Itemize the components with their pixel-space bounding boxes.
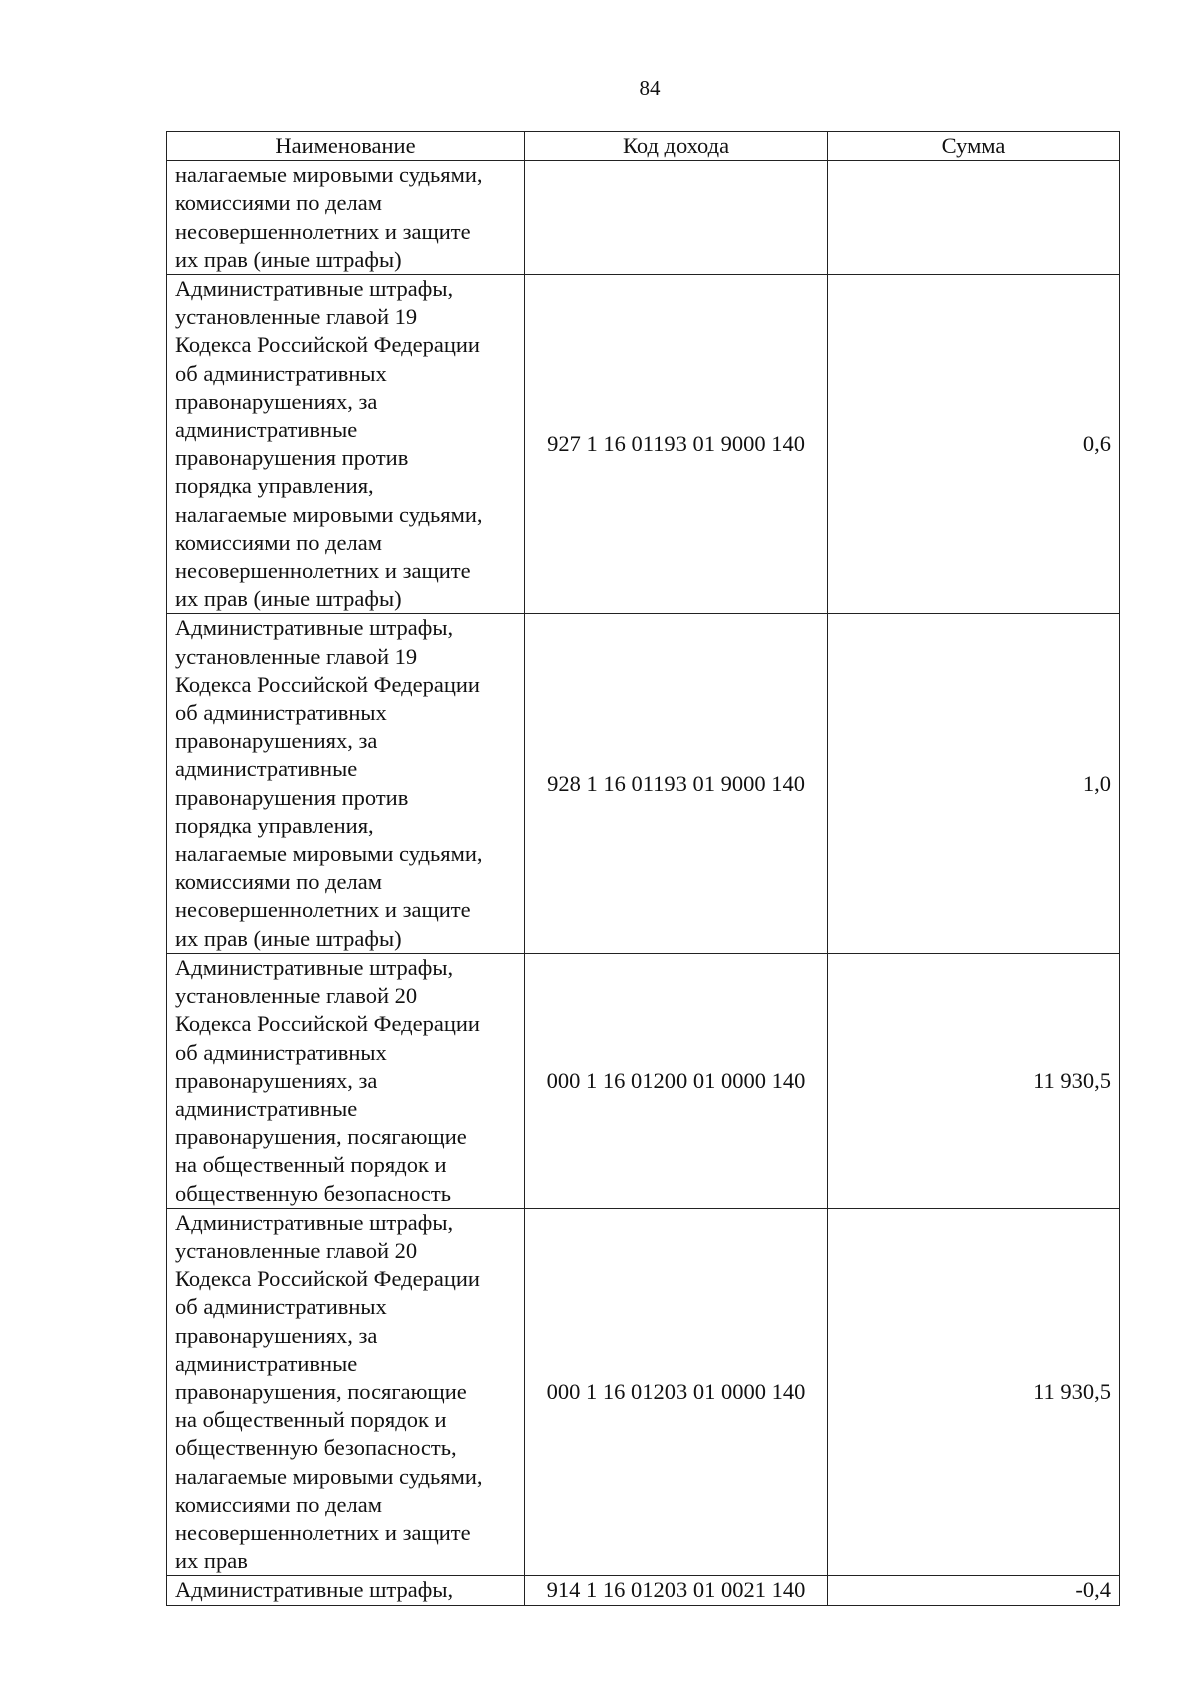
row-sum: -0,4 [828, 1576, 1120, 1605]
table-header-row [167, 132, 1120, 161]
table-row [167, 614, 1120, 953]
table-row [167, 161, 1120, 275]
row-code: 928 1 16 01193 01 9000 140 [525, 614, 828, 953]
row-code: 927 1 16 01193 01 9000 140 [525, 275, 828, 614]
row-name: Административные штрафы, [167, 1576, 525, 1605]
row-sum: 11 930,5 [828, 953, 1120, 1208]
row-name: Административные штрафы, установленные главой 20 Кодекса Российской Федерации об административных правонарушениях, за административные правонарушения, посягающие на общественный порядок и общественную безопасность, налагаемые мировыми судьями, комиссиями по делам несовершеннолетних и защите их прав [167, 1208, 525, 1576]
row-code: 914 1 16 01203 01 0021 140 [525, 1576, 828, 1605]
table-row [167, 1576, 1120, 1605]
column-header-sum: Сумма [828, 132, 1120, 161]
revenue-table [166, 131, 1120, 1606]
table-row [167, 275, 1120, 614]
row-name: Административные штрафы, установленные главой 20 Кодекса Российской Федерации об административных правонарушениях, за административные правонарушения, посягающие на общественный порядок и общественную безопасность [167, 953, 525, 1208]
row-name: Административные штрафы, установленные главой 19 Кодекса Российской Федерации об административных правонарушениях, за административные правонарушения против порядка управления, налагаемые мировыми судьями, комиссиями по делам несовершеннолетних и защите их прав (иные штрафы) [167, 275, 525, 614]
page-number: 84 [639, 76, 661, 100]
row-code [525, 161, 828, 275]
row-code: 000 1 16 01200 01 0000 140 [525, 953, 828, 1208]
column-header-code: Код дохода [525, 132, 828, 161]
row-name: налагаемые мировыми судьями, комиссиями по делам несовершеннолетних и защите их прав (иные штрафы) [167, 161, 525, 275]
row-sum [828, 161, 1120, 275]
row-sum: 0,6 [828, 275, 1120, 614]
row-code: 000 1 16 01203 01 0000 140 [525, 1208, 828, 1576]
row-sum: 1,0 [828, 614, 1120, 953]
table-row [167, 953, 1120, 1208]
row-name: Административные штрафы, установленные главой 19 Кодекса Российской Федерации об административных правонарушениях, за административные правонарушения против порядка управления, налагаемые мировыми судьями, комиссиями по делам несовершеннолетних и защите их прав (иные штрафы) [167, 614, 525, 953]
table-row [167, 1208, 1120, 1576]
row-sum: 11 930,5 [828, 1208, 1120, 1576]
column-header-name: Наименование [167, 132, 525, 161]
